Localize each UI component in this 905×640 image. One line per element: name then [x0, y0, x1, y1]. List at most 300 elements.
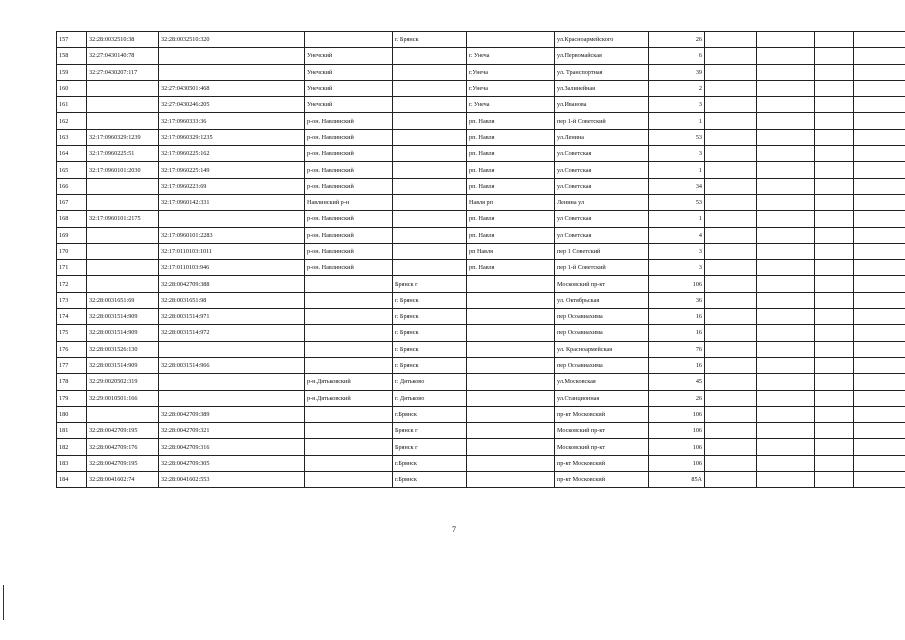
table-cell [854, 390, 905, 406]
table-cell [305, 309, 393, 325]
table-cell [815, 455, 854, 471]
table-cell: 85А [649, 472, 705, 488]
table-cell: р-н.Дятьковский [305, 374, 393, 390]
table-row [57, 211, 905, 227]
table-cell: ул. Транспортная [555, 64, 649, 80]
table-cell [705, 341, 757, 357]
table-cell: рп Навля [467, 243, 555, 259]
table-cell: 32:28:0031526:130 [87, 341, 159, 357]
table-cell [305, 325, 393, 341]
table-cell: 164 [57, 146, 87, 162]
table-cell: 32:28:0042709:388 [159, 276, 305, 292]
table-cell [757, 374, 815, 390]
table-cell [159, 211, 305, 227]
table-cell: 176 [57, 341, 87, 357]
table-cell [393, 227, 467, 243]
table-cell: р-он. Навлинский [305, 178, 393, 194]
table-cell [757, 64, 815, 80]
table-cell: г.Брянск [393, 472, 467, 488]
table-cell [757, 162, 815, 178]
table-cell: 167 [57, 194, 87, 210]
table-cell [815, 406, 854, 422]
table-cell: 181 [57, 423, 87, 439]
table-cell: 32:28:0031514:909 [87, 325, 159, 341]
table-cell [393, 194, 467, 210]
table-row [57, 113, 905, 129]
table-cell: пер 1-й Советский [555, 260, 649, 276]
table-cell [705, 146, 757, 162]
table-cell: 32:28:0042709:321 [159, 423, 305, 439]
table-cell [815, 178, 854, 194]
table-cell: 163 [57, 129, 87, 145]
table-cell [305, 292, 393, 308]
table-cell [815, 194, 854, 210]
table-cell: Унечский [305, 48, 393, 64]
table-cell [305, 423, 393, 439]
table-row [57, 243, 905, 259]
table-cell: ул.Московская [555, 374, 649, 390]
table-cell [757, 260, 815, 276]
table-cell [87, 97, 159, 113]
table-cell [467, 406, 555, 422]
table-cell: 1 [649, 113, 705, 129]
table-cell: 32:28:0031514:971 [159, 309, 305, 325]
table-cell: 76 [649, 341, 705, 357]
table-cell [705, 113, 757, 129]
table-cell [87, 227, 159, 243]
table-cell: 32:17:0960225:149 [159, 162, 305, 178]
table-cell [393, 211, 467, 227]
table-cell [705, 309, 757, 325]
table-cell [467, 276, 555, 292]
table-cell [705, 423, 757, 439]
table-cell: Унечский [305, 64, 393, 80]
table-cell [159, 48, 305, 64]
table-cell: ул.Советская [555, 146, 649, 162]
table-cell: 32:17:0960333:36 [159, 113, 305, 129]
table-cell [393, 80, 467, 96]
table-cell [757, 113, 815, 129]
table-cell [705, 472, 757, 488]
table-cell [815, 227, 854, 243]
table-cell [705, 260, 757, 276]
table-cell: 183 [57, 455, 87, 471]
table-cell [757, 211, 815, 227]
table-cell [815, 357, 854, 373]
table-row [57, 455, 905, 471]
table-cell [467, 439, 555, 455]
table-cell: пер Осоавиахима [555, 309, 649, 325]
table-cell [705, 455, 757, 471]
table-cell [815, 325, 854, 341]
table-cell [854, 48, 905, 64]
table-cell [757, 455, 815, 471]
table-cell [705, 97, 757, 113]
table-row [57, 276, 905, 292]
table-cell [757, 97, 815, 113]
table-cell: 1 [649, 162, 705, 178]
table-cell: 32:28:0031651:69 [87, 292, 159, 308]
table-cell [815, 32, 854, 48]
table-cell: 32:17:0110103:946 [159, 260, 305, 276]
table-cell: 177 [57, 357, 87, 373]
table-cell: 32:28:0032510:320 [159, 32, 305, 48]
table-cell: 32:17:0960101:2030 [87, 162, 159, 178]
table-cell [854, 178, 905, 194]
table-cell [815, 80, 854, 96]
table-cell: г.Унеча [467, 64, 555, 80]
table-cell [815, 64, 854, 80]
table-cell [305, 472, 393, 488]
table-cell [815, 243, 854, 259]
table-cell [854, 32, 905, 48]
table-cell: 3 [649, 97, 705, 113]
table-cell: 182 [57, 439, 87, 455]
table-cell: 32:27:0430501:468 [159, 80, 305, 96]
table-cell [467, 390, 555, 406]
table-cell: 26 [649, 390, 705, 406]
table-cell: 184 [57, 472, 87, 488]
table-cell [705, 129, 757, 145]
table-cell [305, 32, 393, 48]
table-cell: г. Брянск [393, 341, 467, 357]
table-cell: 32:17:0110103:1011 [159, 243, 305, 259]
table-cell [393, 48, 467, 64]
table-cell [705, 357, 757, 373]
table-cell: рп. Навля [467, 146, 555, 162]
table-cell: г. Дятьково [393, 390, 467, 406]
table-cell [705, 162, 757, 178]
table-row [57, 292, 905, 308]
table-cell [467, 325, 555, 341]
table-row [57, 260, 905, 276]
table-cell [854, 455, 905, 471]
table-cell [757, 178, 815, 194]
table-cell [854, 211, 905, 227]
table-row [57, 439, 905, 455]
table-cell: ул.Станционная [555, 390, 649, 406]
table-cell [705, 178, 757, 194]
table-row [57, 341, 905, 357]
table-cell: рп. Навля [467, 162, 555, 178]
table-cell: Навлинский р-н [305, 194, 393, 210]
table-cell [705, 243, 757, 259]
table-cell: 32:28:0031651:98 [159, 292, 305, 308]
table-cell: рп. Навля [467, 211, 555, 227]
table-cell: Ленина ул [555, 194, 649, 210]
table-cell: 168 [57, 211, 87, 227]
table-cell [757, 32, 815, 48]
table-cell [757, 243, 815, 259]
table-cell: 173 [57, 292, 87, 308]
table-cell: 32:27:0430207:117 [87, 64, 159, 80]
table-cell: 32:17:0960329:1239 [87, 129, 159, 145]
table-cell [815, 48, 854, 64]
table-cell: р-он. Навлинский [305, 243, 393, 259]
table-cell: Московский пр-кт [555, 276, 649, 292]
table-cell [87, 260, 159, 276]
table-cell: 32:28:0031514:972 [159, 325, 305, 341]
table-cell: ул Советская [555, 227, 649, 243]
table-cell [854, 194, 905, 210]
table-cell [757, 129, 815, 145]
table-cell: 53 [649, 129, 705, 145]
table-cell: 32:28:0031514:909 [87, 357, 159, 373]
table-cell: 1 [649, 211, 705, 227]
table-cell [305, 455, 393, 471]
table-row [57, 423, 905, 439]
table-cell: р-он. Навлинский [305, 211, 393, 227]
table-cell: 106 [649, 423, 705, 439]
table-cell: 34 [649, 178, 705, 194]
table-cell: р-н.Дятьковский [305, 390, 393, 406]
table-cell [854, 260, 905, 276]
table-cell: 180 [57, 406, 87, 422]
table-cell [467, 423, 555, 439]
table-cell: г. Брянск [393, 292, 467, 308]
table-cell [159, 341, 305, 357]
table-cell: Брянск г [393, 423, 467, 439]
table-cell [87, 243, 159, 259]
table-row [57, 227, 905, 243]
table-cell: ул. Октябрьская [555, 292, 649, 308]
table-cell: 32:29:0010501:166 [87, 390, 159, 406]
table-cell [467, 309, 555, 325]
table-cell: 106 [649, 276, 705, 292]
table-cell [305, 357, 393, 373]
table-cell [393, 64, 467, 80]
table-cell [757, 227, 815, 243]
table-cell: р-он. Навлинский [305, 146, 393, 162]
table-cell: 26 [649, 32, 705, 48]
table-cell [705, 374, 757, 390]
table-cell [705, 211, 757, 227]
table-cell [87, 194, 159, 210]
table-cell: 32:28:0031514:966 [159, 357, 305, 373]
table-cell: 106 [649, 439, 705, 455]
table-cell: 32:28:0042709:305 [159, 455, 305, 471]
table-cell [757, 194, 815, 210]
table-cell [815, 390, 854, 406]
table-cell: 32:28:0042709:389 [159, 406, 305, 422]
table-cell: 16 [649, 325, 705, 341]
table-cell [854, 113, 905, 129]
table-cell [705, 390, 757, 406]
table-cell: 160 [57, 80, 87, 96]
table-cell: Московский пр-кт [555, 439, 649, 455]
table-cell: пр-кт Московский [555, 406, 649, 422]
table-cell: ул.Ленина [555, 129, 649, 145]
table-cell [393, 113, 467, 129]
table-cell [815, 276, 854, 292]
table-cell [854, 472, 905, 488]
table-cell [705, 439, 757, 455]
table-cell: 165 [57, 162, 87, 178]
table-cell: р-он. Навлинский [305, 129, 393, 145]
table-cell: ул Советская [555, 211, 649, 227]
table-cell [393, 162, 467, 178]
table-cell [854, 292, 905, 308]
table-cell: г. Брянск [393, 309, 467, 325]
table-cell: 32:17:0960101:2283 [159, 227, 305, 243]
table-row [57, 146, 905, 162]
table-cell [854, 227, 905, 243]
table-cell: 32:28:0041602:553 [159, 472, 305, 488]
table-cell [815, 439, 854, 455]
table-cell: г. Брянск [393, 325, 467, 341]
table-cell: 32:17:0960223:69 [159, 178, 305, 194]
table-cell [854, 309, 905, 325]
table-row [57, 178, 905, 194]
table-cell [815, 309, 854, 325]
table-cell: 16 [649, 309, 705, 325]
table-cell [705, 325, 757, 341]
table-cell [159, 390, 305, 406]
table-cell [757, 292, 815, 308]
table-cell: пер Осоавиахима [555, 357, 649, 373]
table-cell [705, 194, 757, 210]
table-cell: 158 [57, 48, 87, 64]
table-cell: 179 [57, 390, 87, 406]
table-cell: 172 [57, 276, 87, 292]
table-cell [705, 48, 757, 64]
table-cell [854, 374, 905, 390]
table-row [57, 374, 905, 390]
table-cell: Унечский [305, 97, 393, 113]
table-cell: 3 [649, 260, 705, 276]
table-cell: р-он. Навлинский [305, 227, 393, 243]
table-cell [854, 146, 905, 162]
table-cell [757, 357, 815, 373]
table-cell [854, 80, 905, 96]
table-cell [305, 276, 393, 292]
table-row [57, 194, 905, 210]
table-cell: 32:17:0960101:2175 [87, 211, 159, 227]
table-cell: г.Брянск [393, 455, 467, 471]
table-cell [815, 97, 854, 113]
table-cell [854, 325, 905, 341]
table-row [57, 162, 905, 178]
table-cell: г. Дятьково [393, 374, 467, 390]
table-cell: 106 [649, 455, 705, 471]
table-cell: рп. Навля [467, 227, 555, 243]
table-cell [305, 406, 393, 422]
table-cell [305, 341, 393, 357]
table-cell: 32:17:0960142:331 [159, 194, 305, 210]
table-cell [393, 243, 467, 259]
table-cell [467, 374, 555, 390]
table-cell [705, 80, 757, 96]
table-cell [815, 341, 854, 357]
table-cell [815, 374, 854, 390]
table-cell: г. Брянск [393, 32, 467, 48]
table-cell [87, 80, 159, 96]
property-register-table [56, 31, 905, 488]
table-cell [705, 32, 757, 48]
table-cell [815, 423, 854, 439]
table-cell [854, 406, 905, 422]
table-cell: рп. Навля [467, 129, 555, 145]
table-row [57, 390, 905, 406]
table-cell: 2 [649, 80, 705, 96]
table-cell [854, 357, 905, 373]
table-cell: г.Унеча [467, 80, 555, 96]
table-cell [159, 374, 305, 390]
table-row [57, 309, 905, 325]
table-cell [467, 341, 555, 357]
table-cell: 157 [57, 32, 87, 48]
table-cell [159, 64, 305, 80]
table-cell [467, 472, 555, 488]
table-cell: р-он. Навлинский [305, 162, 393, 178]
table-cell: 171 [57, 260, 87, 276]
scan-edge-mark [3, 585, 4, 620]
table-cell [757, 48, 815, 64]
table-cell: 3 [649, 243, 705, 259]
table-cell [705, 276, 757, 292]
table-cell: 169 [57, 227, 87, 243]
table-cell [757, 406, 815, 422]
table-cell [757, 472, 815, 488]
table-cell: 3 [649, 146, 705, 162]
table-cell [705, 292, 757, 308]
table-cell [854, 341, 905, 357]
table-cell: 161 [57, 97, 87, 113]
table-cell: г. Брянск [393, 357, 467, 373]
table-row [57, 97, 905, 113]
table-cell [815, 129, 854, 145]
table-cell: р-он. Навлинский [305, 113, 393, 129]
table-cell [87, 406, 159, 422]
table-cell: 32:28:0042709:195 [87, 455, 159, 471]
table-cell [393, 97, 467, 113]
table-cell [757, 325, 815, 341]
table-cell: рп. Навля [467, 178, 555, 194]
table-cell [757, 146, 815, 162]
table-cell: 175 [57, 325, 87, 341]
table-cell [854, 97, 905, 113]
table-cell [757, 439, 815, 455]
table-cell [854, 243, 905, 259]
table-cell: 36 [649, 292, 705, 308]
table-cell [705, 64, 757, 80]
table-cell [815, 260, 854, 276]
table-cell: 45 [649, 374, 705, 390]
table-cell: 32:28:0031514:909 [87, 309, 159, 325]
table-cell: 4 [649, 227, 705, 243]
table-cell: г. Унеча [467, 48, 555, 64]
table-cell: 159 [57, 64, 87, 80]
table-cell: 32:28:0041602:74 [87, 472, 159, 488]
table-cell: пр-кт Московский [555, 455, 649, 471]
table-cell: 39 [649, 64, 705, 80]
table-cell: пер 1 Советский [555, 243, 649, 259]
table-row [57, 80, 905, 96]
table-cell [757, 390, 815, 406]
table-cell: 53 [649, 194, 705, 210]
table-cell: 170 [57, 243, 87, 259]
table-cell: 32:28:0042709:195 [87, 423, 159, 439]
table-cell: ул. Красноармейская [555, 341, 649, 357]
page-number: 7 [452, 525, 456, 534]
table-row [57, 48, 905, 64]
table-cell: ул.Советская [555, 178, 649, 194]
table-cell: пер 1-й Советский [555, 113, 649, 129]
table-cell [854, 64, 905, 80]
table-cell: ул.Красноармейского [555, 32, 649, 48]
table-cell: 32:28:0032510:38 [87, 32, 159, 48]
table-cell: Брянск г [393, 439, 467, 455]
